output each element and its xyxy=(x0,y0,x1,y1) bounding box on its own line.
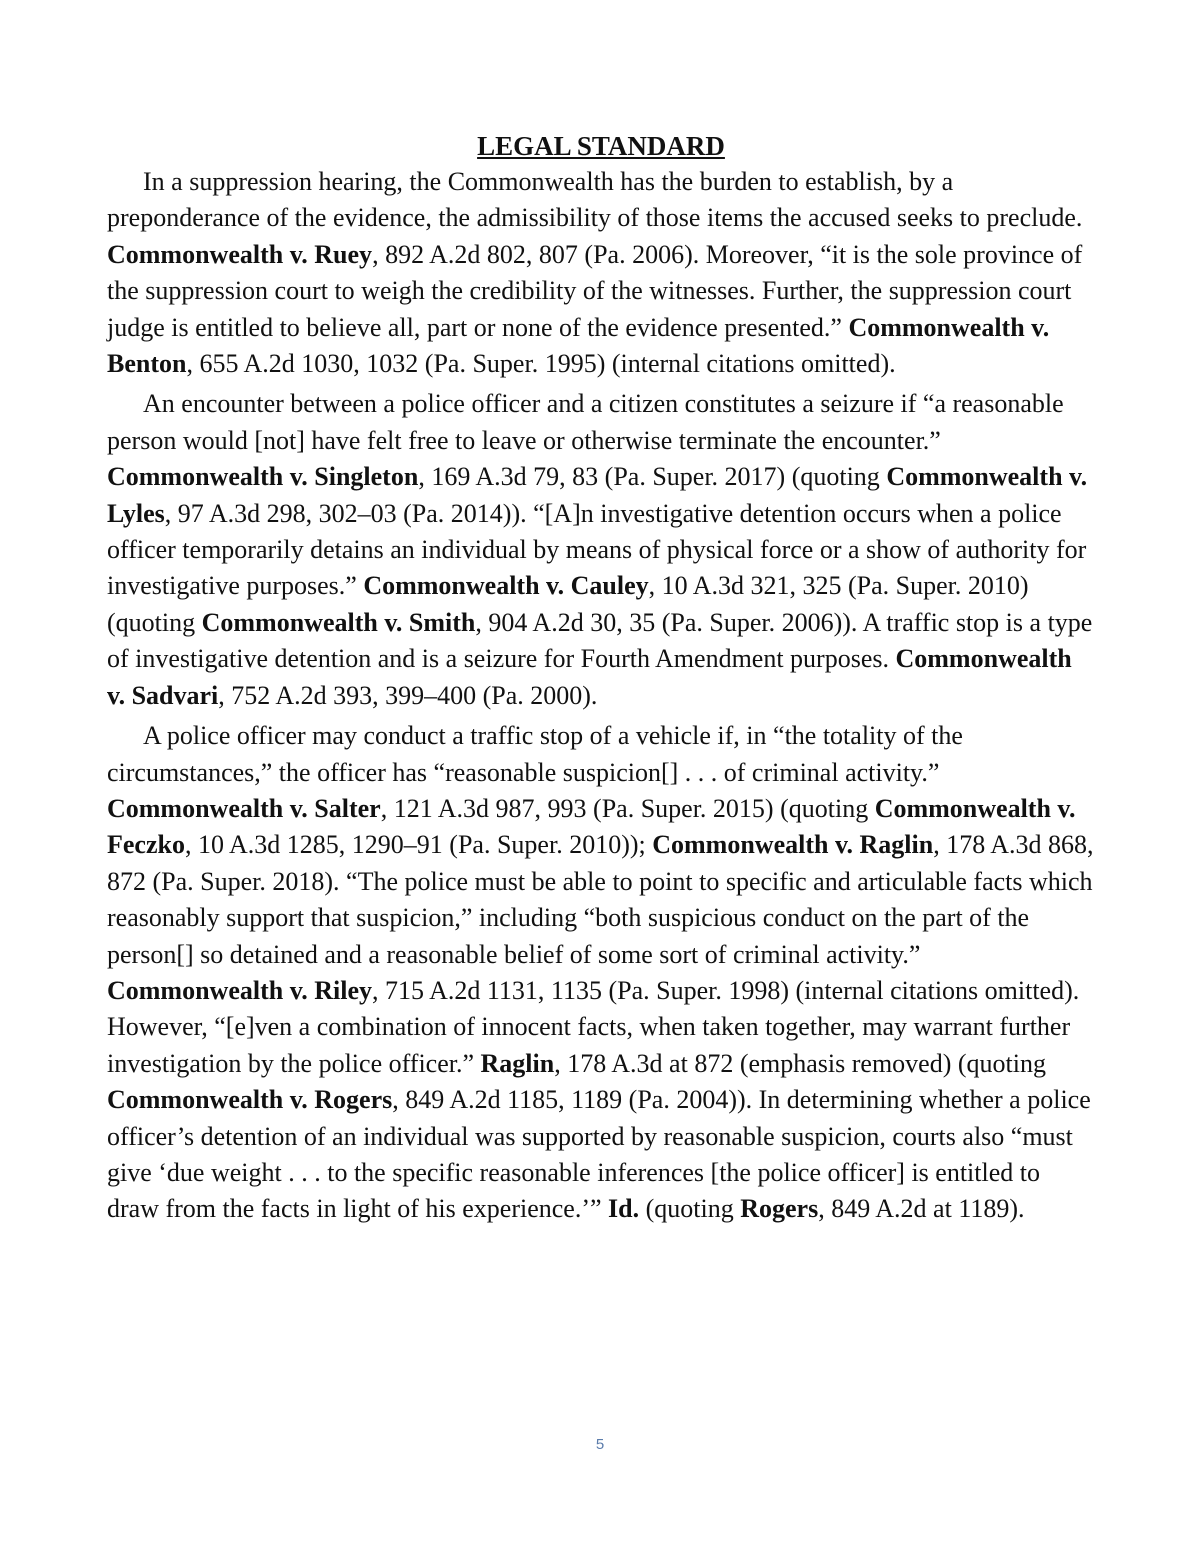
text-run: , 121 A.3d 987, 993 (Pa. Super. 2015) (quoting xyxy=(380,793,875,823)
case-citation: Commonwealth v. Feczko xyxy=(107,793,1076,860)
text-run: , 178 A.3d 868, 872 (Pa. Super. 2018). “The police must be able to point to specific and articulable facts which reasonably support that suspicion,” including “both suspicious conduct on the part of the person[] so detained and a reasonable belief of some sort of criminal activity.” xyxy=(107,830,1094,969)
text-run: , 904 A.2d 30, 35 (Pa. Super. 2006)). A traffic stop is a type of investigative detention and is a seizure for Fourth Amendment purposes. xyxy=(107,607,1093,674)
text-run: , 892 A.2d 802, 807 (Pa. 2006). Moreover, “it is the sole province of the suppression court to weigh the credibility of the witnesses. Further, the suppression court judge is entitled to believe all, part or none of the evidence presented.” xyxy=(107,239,1083,342)
page-number: 5 xyxy=(595,1436,605,1453)
document-page xyxy=(107,128,1095,1232)
text-run: In a suppression hearing, the Commonwealth has the burden to establish, by a preponderance of the evidence, the admissibility of those items the accused seeks to preclude. xyxy=(107,167,1083,233)
text-run: , 655 A.2d 1030, 1032 (Pa. Super. 1995) (internal citations omitted). xyxy=(186,349,896,379)
paragraph-3 xyxy=(107,718,1095,1228)
paragraph-2 xyxy=(107,386,1095,714)
case-citation: Commonwealth v. Raglin xyxy=(652,830,934,860)
section-heading: LEGAL STANDARD xyxy=(477,131,725,161)
text-run: , 849 A.2d at 1189). xyxy=(818,1194,1025,1224)
paragraph-1 xyxy=(107,164,1095,382)
case-citation: Commonwealth v. Ruey xyxy=(107,239,373,269)
case-citation: Commonwealth v. Smith xyxy=(201,607,476,637)
text-run: A police officer may conduct a traffic stop of a vehicle if, in “the totality of the circumstances,” the officer has “reasonable suspicion[] . . . of criminal activity.” xyxy=(107,721,963,787)
case-citation: Commonwealth v. Rogers xyxy=(107,1085,393,1115)
case-citation: Commonwealth v. Salter xyxy=(107,793,381,823)
case-citation: Commonwealth v. Riley xyxy=(107,975,373,1005)
text-run: , 178 A.3d at 872 (emphasis removed) (quoting xyxy=(554,1048,1046,1078)
case-citation: Commonwealth v. Cauley xyxy=(363,571,649,601)
case-citation: Commonwealth v. Singleton xyxy=(107,462,419,492)
case-citation: Raglin xyxy=(480,1048,555,1078)
case-citation: Commonwealth v. Lyles xyxy=(107,462,1088,528)
text-run: , 10 A.3d 1285, 1290–91 (Pa. Super. 2010)); xyxy=(184,830,653,860)
case-citation: Commonwealth v. Benton xyxy=(107,312,1050,379)
text-run: , 752 A.2d 393, 399–400 (Pa. 2000). xyxy=(218,680,598,710)
text-run: , 97 A.3d 298, 302–03 (Pa. 2014)). “[A]n investigative detention occurs when a police officer temporarily detains an individual by means of physical force or a show of authority for investigative purposes.” xyxy=(107,498,1087,601)
text-run: , 10 A.3d 321, 325 (Pa. Super. 2010) (quoting xyxy=(107,571,1029,637)
text-run: An encounter between a police officer and a citizen constitutes a seizure if “a reasonable person would [not] have felt free to leave or otherwise terminate the encounter.” xyxy=(107,389,1064,455)
text-run: , 169 A.3d 79, 83 (Pa. Super. 2017) (quoting xyxy=(418,462,887,492)
case-citation: Commonwealth v. Sadvari xyxy=(107,644,1072,710)
text-run: , 715 A.2d 1131, 1135 (Pa. Super. 1998) (internal citations omitted). However, “[e]ven a combination of innocent facts, when taken together, may warrant further investigation by the police officer.” xyxy=(107,975,1080,1078)
case-citation: Rogers xyxy=(740,1194,819,1224)
text-run: , 849 A.2d 1185, 1189 (Pa. 2004)). In determining whether a police officer’s detention of an individual was supported by reasonable suspicion, courts also “must give ‘due weight . . . to the specific reasonable inferences [the police officer] is entitled to draw from the facts in light of his experience.’” xyxy=(107,1085,1091,1224)
text-run: (quoting xyxy=(639,1194,741,1224)
case-citation: Id. xyxy=(608,1194,640,1224)
